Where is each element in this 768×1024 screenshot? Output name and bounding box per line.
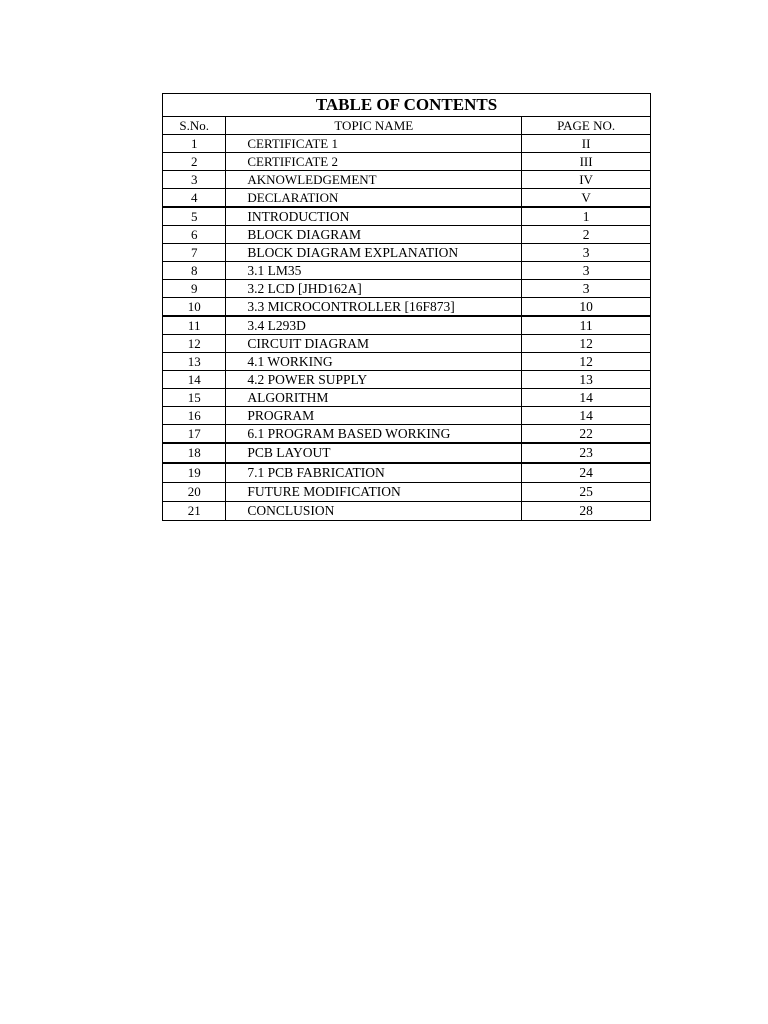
table-row <box>163 171 651 189</box>
row-page: 23 <box>522 443 651 463</box>
table-row <box>163 262 651 280</box>
table-row <box>163 389 651 407</box>
row-page: 12 <box>522 335 651 353</box>
row-sno: 12 <box>163 335 226 353</box>
header-topic-name: TOPIC NAME <box>226 117 522 135</box>
row-sno: 20 <box>163 483 226 502</box>
row-topic: DECLARATION <box>226 189 522 208</box>
row-topic: PCB LAYOUT <box>226 443 522 463</box>
row-page: III <box>522 153 651 171</box>
table-row <box>163 316 651 335</box>
row-sno: 13 <box>163 353 226 371</box>
row-sno: 5 <box>163 207 226 226</box>
row-topic: 6.1 PROGRAM BASED WORKING <box>226 425 522 444</box>
row-page: 2 <box>522 226 651 244</box>
row-page: IV <box>522 171 651 189</box>
table-row <box>163 371 651 389</box>
table-row <box>163 226 651 244</box>
row-page: 24 <box>522 463 651 483</box>
table-row <box>163 189 651 208</box>
row-sno: 2 <box>163 153 226 171</box>
row-page: 3 <box>522 262 651 280</box>
table-row <box>163 483 651 502</box>
row-page: 13 <box>522 371 651 389</box>
table-row <box>163 463 651 483</box>
row-topic: CONCLUSION <box>226 502 522 521</box>
row-sno: 9 <box>163 280 226 298</box>
table-row <box>163 502 651 521</box>
row-topic: PROGRAM <box>226 407 522 425</box>
row-topic: CERTIFICATE 2 <box>226 153 522 171</box>
row-page: 3 <box>522 280 651 298</box>
row-sno: 8 <box>163 262 226 280</box>
row-page: 12 <box>522 353 651 371</box>
row-sno: 11 <box>163 316 226 335</box>
table-row <box>163 443 651 463</box>
row-topic: ALGORITHM <box>226 389 522 407</box>
row-topic: CERTIFICATE 1 <box>226 135 522 153</box>
table-row <box>163 153 651 171</box>
row-page: 28 <box>522 502 651 521</box>
row-topic: BLOCK DIAGRAM <box>226 226 522 244</box>
row-page: 14 <box>522 389 651 407</box>
table-row <box>163 425 651 444</box>
row-page: 10 <box>522 298 651 317</box>
row-topic: 4.1 WORKING <box>226 353 522 371</box>
row-page: 1 <box>522 207 651 226</box>
row-topic: AKNOWLEDGEMENT <box>226 171 522 189</box>
table-row <box>163 280 651 298</box>
row-sno: 10 <box>163 298 226 317</box>
row-page: 14 <box>522 407 651 425</box>
row-page: V <box>522 189 651 208</box>
row-sno: 1 <box>163 135 226 153</box>
row-topic: FUTURE MODIFICATION <box>226 483 522 502</box>
table-row <box>163 335 651 353</box>
header-page-no: PAGE NO. <box>522 117 651 135</box>
row-topic: 3.3 MICROCONTROLLER [16F873] <box>226 298 522 317</box>
row-sno: 16 <box>163 407 226 425</box>
table-row <box>163 407 651 425</box>
row-sno: 17 <box>163 425 226 444</box>
row-topic: 4.2 POWER SUPPLY <box>226 371 522 389</box>
row-sno: 6 <box>163 226 226 244</box>
row-page: 11 <box>522 316 651 335</box>
row-page: 25 <box>522 483 651 502</box>
row-topic: 3.1 LM35 <box>226 262 522 280</box>
row-page: II <box>522 135 651 153</box>
table-of-contents <box>162 93 651 521</box>
row-sno: 14 <box>163 371 226 389</box>
row-topic: CIRCUIT DIAGRAM <box>226 335 522 353</box>
header-sno: S.No. <box>163 117 226 135</box>
row-page: 3 <box>522 244 651 262</box>
row-page: 22 <box>522 425 651 444</box>
table-row <box>163 135 651 153</box>
row-sno: 15 <box>163 389 226 407</box>
row-sno: 3 <box>163 171 226 189</box>
table-row <box>163 207 651 226</box>
row-topic: 3.2 LCD [JHD162A] <box>226 280 522 298</box>
row-topic: 3.4 L293D <box>226 316 522 335</box>
table-row <box>163 353 651 371</box>
row-sno: 7 <box>163 244 226 262</box>
row-sno: 21 <box>163 502 226 521</box>
toc-title: TABLE OF CONTENTS <box>163 94 651 117</box>
row-sno: 4 <box>163 189 226 208</box>
row-topic: INTRODUCTION <box>226 207 522 226</box>
row-topic: 7.1 PCB FABRICATION <box>226 463 522 483</box>
table-row <box>163 244 651 262</box>
row-topic: BLOCK DIAGRAM EXPLANATION <box>226 244 522 262</box>
row-sno: 19 <box>163 463 226 483</box>
row-sno: 18 <box>163 443 226 463</box>
table-row <box>163 298 651 317</box>
